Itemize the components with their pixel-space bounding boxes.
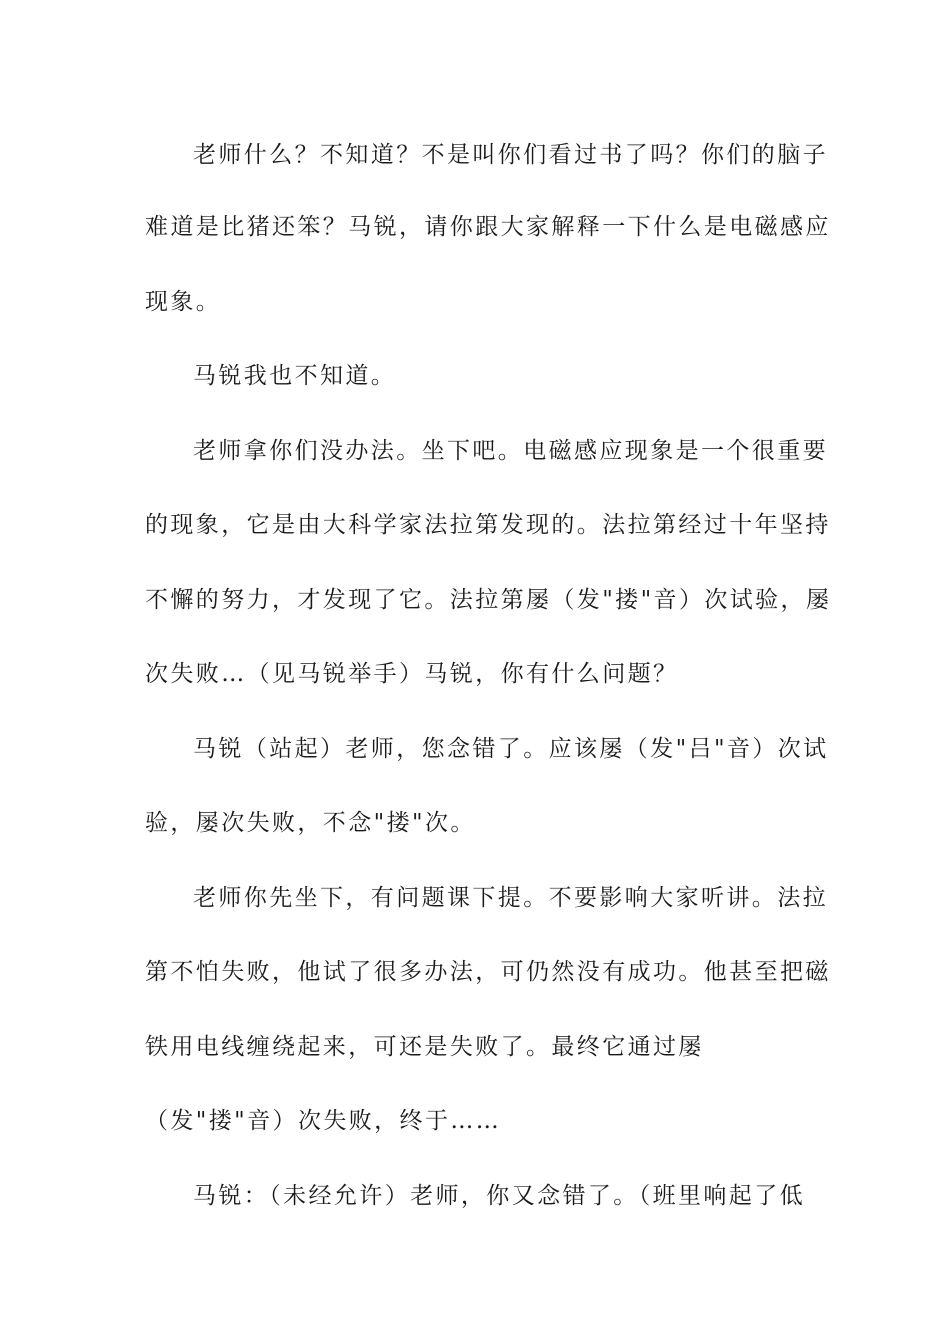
text-line: 次失败…（见马锐举手）马锐，你有什么问题？ (145, 661, 679, 687)
text-line: 老师什么？不知道？不是叫你们看过书了吗？你们的脑子 (193, 142, 828, 168)
text-line: 第不怕失败，他试了很多办法，可仍然没有成功。他甚至把磁 (145, 959, 831, 985)
text-line: 的现象，它是由大科学家法拉第发现的。法拉第经过十年坚持 (145, 512, 831, 538)
text-line: 马锐我也不知道。 (193, 363, 397, 389)
text-line: 验，屡次失败，不念"搂"次。 (145, 810, 476, 836)
text-line: 难道是比猪还笨？马锐，请你跟大家解释一下什么是电磁感应 (145, 214, 831, 240)
text-line: 马锐（站起）老师，您念错了。应该屡（发"吕"音）次试 (193, 736, 829, 762)
text-line: 铁用电线缠绕起来，可还是失败了。最终它通过屡 (145, 1034, 704, 1060)
text-line: 马锐：（未经允许）老师，你又念错了。（班里响起了低 (193, 1183, 805, 1209)
text-line: 现象。 (145, 289, 222, 315)
text-line: 不懈的努力，才发现了它。法拉第屡（发"搂"音）次试验，屡 (145, 587, 832, 613)
text-line: （发"搂"音）次失败，终于…… (145, 1108, 502, 1134)
text-line: 老师拿你们没办法。坐下吧。电磁感应现象是一个很重要 (193, 438, 828, 464)
text-line: 老师你先坐下，有问题课下提。不要影响大家听讲。法拉 (193, 885, 828, 911)
